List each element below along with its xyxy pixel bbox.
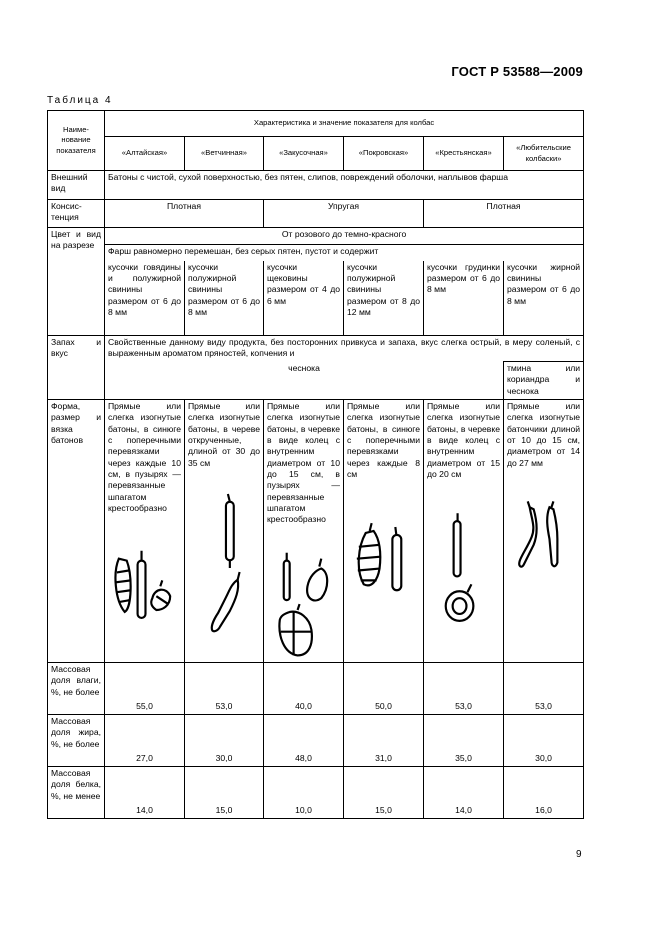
pieces-text: кусочки полужирной свинины размером от 8 до 12 мм bbox=[344, 261, 424, 336]
protein-value: 15,0 bbox=[185, 767, 264, 819]
page-number: 9 bbox=[576, 849, 582, 860]
sausage-illustration bbox=[424, 400, 503, 662]
pieces-text: кусочки щековины размером от 4 до 6 мм bbox=[264, 261, 344, 336]
header-product: «Крестьянская» bbox=[424, 137, 504, 171]
smell-caraway: тмина или кориандра и чеснока bbox=[504, 362, 584, 400]
shape-cell-altai bbox=[105, 400, 185, 663]
shape-text: Прямые или слегка изогнутые батоны, в синюге с поперечными перевязками через каждые 10 см, в пузырях — перевязанные шпагатом крестообразно bbox=[108, 401, 181, 514]
fat-value: 48,0 bbox=[264, 715, 344, 767]
pieces-text: кусочки полужирной свинины размером от 6 до 8 мм bbox=[185, 261, 264, 336]
consistency-value: Упругая bbox=[264, 200, 424, 228]
header-indicator: Наиме-нование показателя bbox=[48, 111, 105, 171]
protein-value: 14,0 bbox=[105, 767, 185, 819]
pieces-text: кусочки говядины и полужирной свинины размером от 6 до 8 мм bbox=[105, 261, 185, 336]
protein-value: 16,0 bbox=[504, 767, 584, 819]
mix-text: Фарш равномерно перемешан, без серых пятен, пустот и содержит bbox=[105, 245, 584, 261]
appearance-text: Батоны с чистой, сухой поверхностью, без пятен, слипов, повреждений оболочки, наплывов фарша bbox=[105, 171, 584, 200]
sausage-illustration bbox=[264, 400, 343, 662]
fat-value: 30,0 bbox=[185, 715, 264, 767]
row-label-appearance: Внешний вид bbox=[48, 171, 105, 200]
color-text: От розового до темно-красного bbox=[105, 228, 584, 245]
standard-number: ГОСТ Р 53588—2009 bbox=[451, 64, 583, 79]
fat-value: 35,0 bbox=[424, 715, 504, 767]
sausage-illustration bbox=[504, 400, 583, 662]
row-label-fat: Массовая доля жира, %, не более bbox=[48, 715, 105, 767]
shape-text: Прямые или слегка изогнутые батоны, в черевке в виде колец с внутренним диаметром от 15 до 20 см bbox=[427, 401, 500, 480]
protein-value: 15,0 bbox=[344, 767, 424, 819]
characteristics-table bbox=[47, 110, 584, 819]
pieces-text: кусочки грудинки размером от 6 до 8 мм bbox=[424, 261, 504, 336]
header-product: «Алтайская» bbox=[105, 137, 185, 171]
fat-value: 30,0 bbox=[504, 715, 584, 767]
row-label-shape: Форма, размер и вязка батонов bbox=[48, 400, 105, 663]
moisture-value: 40,0 bbox=[264, 663, 344, 715]
moisture-value: 53,0 bbox=[185, 663, 264, 715]
row-label-consistency: Консис-тенция bbox=[48, 200, 105, 228]
row-label-smell: Запах и вкус bbox=[48, 336, 105, 400]
moisture-value: 55,0 bbox=[105, 663, 185, 715]
header-product: «Закусочная» bbox=[264, 137, 344, 171]
pieces-text: кусочки жирной свинины размером от 6 до 8 мм bbox=[504, 261, 584, 336]
shape-cell-ham bbox=[185, 400, 264, 663]
row-label-color: Цвет и вид на разрезе bbox=[48, 228, 105, 336]
fat-value: 31,0 bbox=[344, 715, 424, 767]
sausage-illustration bbox=[344, 400, 423, 662]
header-product: «Любительские колбаски» bbox=[504, 137, 584, 171]
protein-value: 14,0 bbox=[424, 767, 504, 819]
moisture-value: 50,0 bbox=[344, 663, 424, 715]
header-product: «Ветчинная» bbox=[185, 137, 264, 171]
shape-cell-amateur bbox=[504, 400, 584, 663]
shape-text: Прямые или слегка изогнутые батоны, в череве открученные, длиной от 30 до 35 см bbox=[188, 401, 260, 468]
sausage-illustration bbox=[105, 400, 184, 662]
header-characteristic: Характеристика и значение показателя для колбас bbox=[105, 111, 584, 137]
consistency-value: Плотная bbox=[424, 200, 584, 228]
row-label-protein: Массовая доля белка, %, не менее bbox=[48, 767, 105, 819]
shape-text: Прямые или слегка изогнутые батоны, в синюге с поперечными перевязками через каждые 8 см bbox=[347, 401, 420, 480]
smell-garlic: чеснока bbox=[105, 362, 504, 400]
shape-text: Прямые или слегка изогнутые батончики длиной от 10 до 15 см, диаметром от 14 до 27 мм bbox=[507, 401, 581, 468]
consistency-value: Плотная bbox=[105, 200, 264, 228]
header-product: «Покровская» bbox=[344, 137, 424, 171]
shape-text: Прямые или слегка изогнутые батоны, в черевке в виде колец с внутренним диаметром от 10 до 15 см, в пузырях — перевязанные шпагатом крестообразно bbox=[267, 401, 340, 525]
sausage-illustration bbox=[185, 400, 263, 662]
smell-text: Свойственные данному виду продукта, без посторонних привкуса и запаха, вкус слегка острый, в меру соленый, с выраженным ароматом пряностей, копчения и bbox=[105, 336, 584, 362]
protein-value: 10,0 bbox=[264, 767, 344, 819]
moisture-value: 53,0 bbox=[424, 663, 504, 715]
row-label-moisture: Массовая доля влаги, %, не более bbox=[48, 663, 105, 715]
moisture-value: 53,0 bbox=[504, 663, 584, 715]
shape-cell-peasant bbox=[424, 400, 504, 663]
table-caption: Таблица 4 bbox=[47, 95, 113, 106]
shape-cell-snack bbox=[264, 400, 344, 663]
fat-value: 27,0 bbox=[105, 715, 185, 767]
shape-cell-pokrov bbox=[344, 400, 424, 663]
